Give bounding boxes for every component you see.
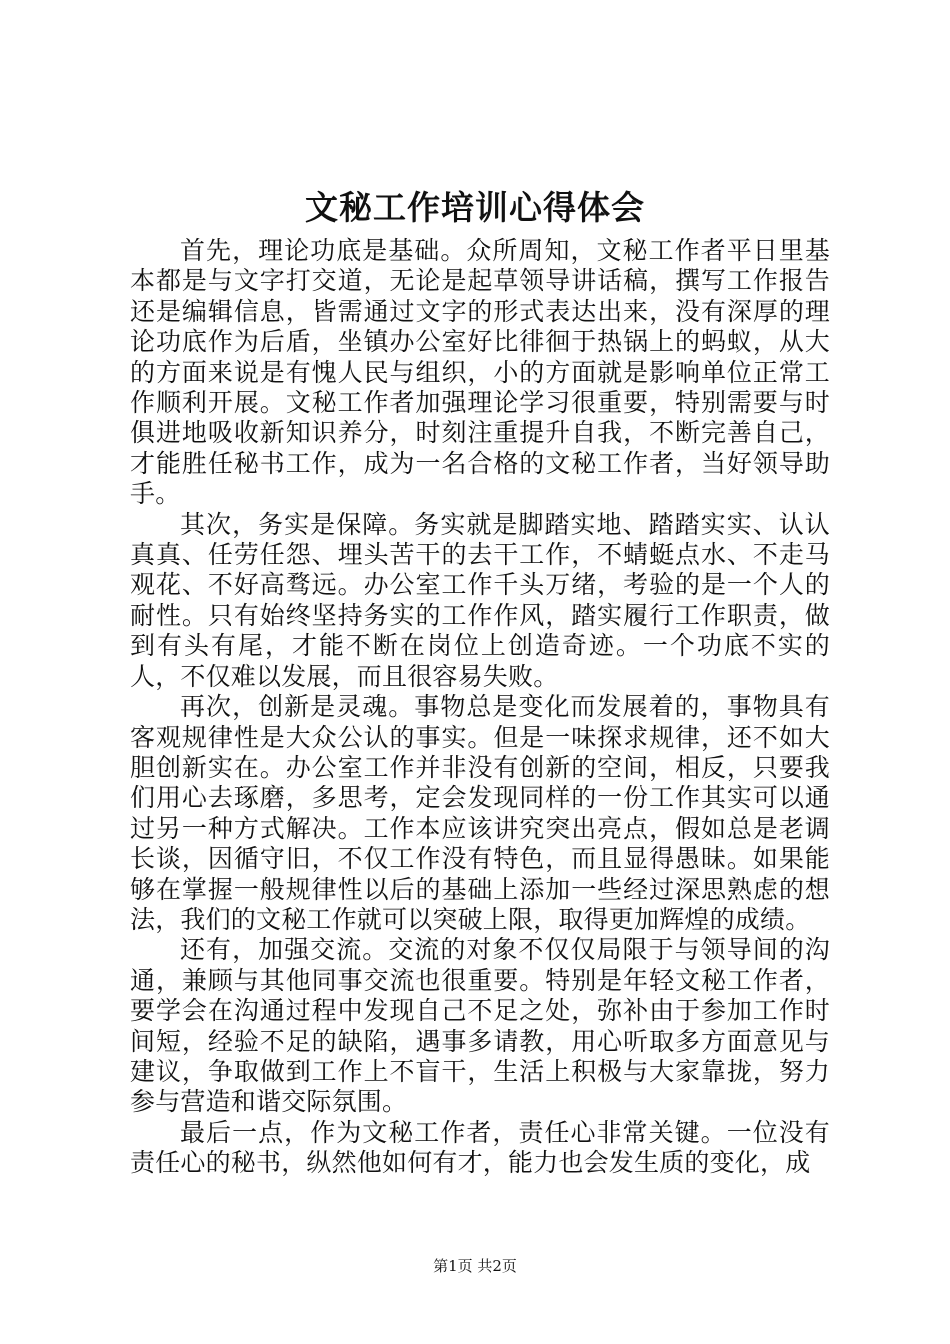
document-title: 文秘工作培训心得体会 — [305, 188, 645, 227]
paragraph-responsibility: 最后一点，作为文秘工作者，责任心非常关键。一位没有责任心的秘书，纵然他如何有才，能力也会发生质的变化，成 — [130, 1117, 830, 1178]
paragraph-innovation: 再次，创新是灵魂。事物总是变化而发展着的，事物具有客观规律性是大众公认的事实。但是一味探求规律，还不如大胆创新实在。办公室工作并非没有创新的空间，相反，只要我们用心去琢磨，多思考，定会发现同样的一份工作其实可以通过另一种方式解决。工作本应该讲究突出亮点，假如总是老调长谈，因循守旧，不仅工作没有特色，而且显得愚昧。如果能够在掌握一般规律性以后的基础上添加一些经过深思熟虑的想法，我们的文秘工作就可以突破上限，取得更加辉煌的成绩。 — [130, 692, 830, 934]
paragraph-theory: 首先，理论功底是基础。众所周知，文秘工作者平日里基本都是与文字打交道，无论是起草领导讲话稿，撰写工作报告还是编辑信息，皆需通过文字的形式表达出来，没有深厚的理论功底作为后盾，坐镇办公室好比徘徊于热锅上的蚂蚁，从大的方面来说是有愧人民与组织，小的方面就是影响单位正常工作顺利开展。文秘工作者加强理论学习很重要，特别需要与时俱进地吸收新知识养分，时刻注重提升自我，不断完善自己，才能胜任秘书工作，成为一名合格的文秘工作者，当好领导助手。 — [130, 236, 830, 509]
document-body — [130, 236, 830, 1179]
paragraph-communication: 还有，加强交流。交流的对象不仅仅局限于与领导间的沟通，兼顾与其他同事交流也很重要。特别是年轻文秘工作者，要学会在沟通过程中发现自己不足之处，弥补由于参加工作时间短，经验不足的缺陷，遇事多请教，用心听取多方面意见与建议，争取做到工作上不盲干，生活上积极与大家靠拢，努力参与营造和谐交际氛围。 — [130, 935, 830, 1117]
paragraph-pragmatism: 其次，务实是保障。务实就是脚踏实地、踏踏实实、认认真真、任劳任怨、埋头苦干的去干工作，不蜻蜓点水、不走马观花、不好高骛远。办公室工作千头万绪，考验的是一个人的耐性。只有始终坚持务实的工作作风，踏实履行工作职责，做到有头有尾，才能不断在岗位上创造奇迹。一个功底不实的人，不仅难以发展，而且很容易失败。 — [130, 509, 830, 691]
page-number-footer: 第1页 共2页 — [433, 1257, 517, 1275]
